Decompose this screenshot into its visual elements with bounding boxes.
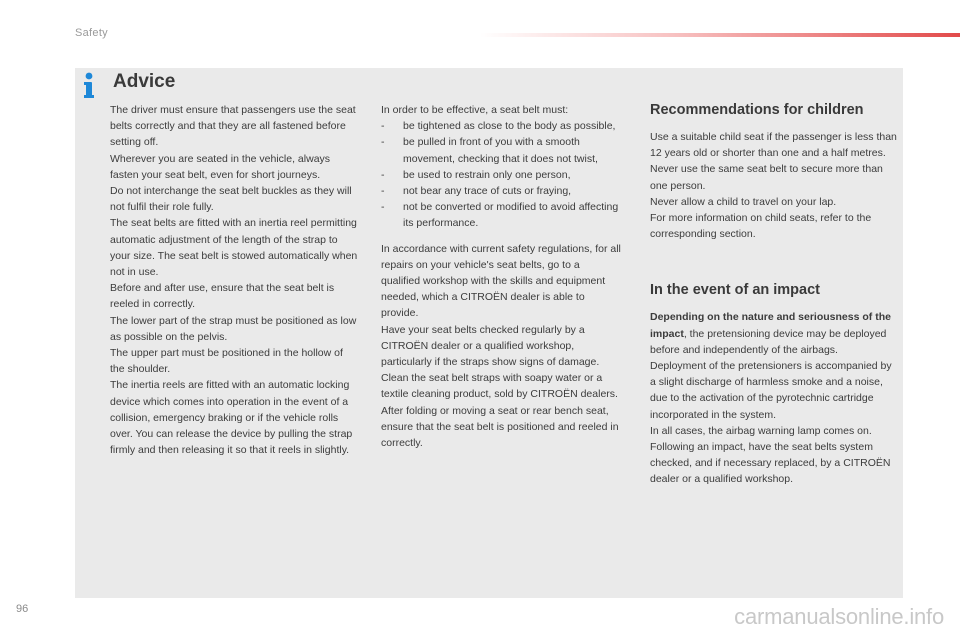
watermark: carmanualsonline.info [734, 604, 944, 629]
paragraph: Have your seat belts checked regularly by a CITROËN dealer or a qualified workshop, particularly if the straps show signs of damage. [381, 323, 600, 369]
bullet-dash: - [381, 136, 385, 149]
bullet-text: not be converted or modified to avoid affecting its performance. [403, 201, 619, 230]
bullet-text: be tightened as close to the body as possible, [403, 120, 616, 133]
bullet-text: be pulled in front of you with a smooth movement, checking that it does not twist, [403, 136, 598, 165]
bullet-dash: - [381, 201, 385, 214]
paragraph: For more information on child seats, refer to the corresponding section. [650, 212, 872, 241]
paragraph: Use a suitable child seat if the passenger is less than 12 years old or shorter than one and a half metres. [650, 131, 897, 160]
paragraph: In accordance with current safety regulations, for all repairs on your vehicle's seat belts, go to a qualified workshop with the skills and equipment needed, which a CITROËN dealer is able to provide. [381, 242, 621, 320]
list-item [381, 134, 621, 166]
page-number: 96 [16, 603, 29, 615]
paragraph: The driver must ensure that passengers use the seat belts correctly and that they are all fastened before setting off. [110, 104, 356, 149]
list-item [381, 199, 621, 231]
paragraph: The seat belts are fitted with an inertia reel permitting automatic adjustment of the length of the strap to your size. The seat belt is stowed automatically when not in use. [110, 217, 358, 279]
header-accent-bar [480, 33, 960, 37]
paragraph: The lower part of the strap must be positioned as low as possible on the pelvis. [110, 314, 357, 343]
bullet-dash: - [381, 185, 385, 198]
paragraph: Wherever you are seated in the vehicle, always fasten your seat belt, even for short journeys. [110, 152, 331, 181]
bullet-text: not bear any trace of cuts or fraying, [403, 185, 572, 198]
impact-lead-rest: , the pretensioning device may be deployed before and independently of the airbags. [650, 327, 887, 356]
paragraph: Do not interchange the seat belt buckles as they will not fulfil their role fully. [110, 185, 352, 214]
advice-column-3 [650, 102, 900, 488]
paragraph: Following an impact, have the seat belts system checked, and if necessary replaced, by a CITROËN dealer or a qualified workshop. [650, 441, 891, 486]
paragraph: The inertia reels are fitted with an automatic locking device which comes into operation in the event of a collision, emergency braking or if the vehicle rolls over. You can release the device by pulling the strap firmly and then releasing it so that it reels in slightly. [110, 379, 353, 457]
advice-title: Advice [113, 71, 176, 92]
section-title: Safety [75, 27, 108, 39]
list-item [381, 167, 621, 183]
paragraph: Never allow a child to travel on your lap. [650, 195, 837, 208]
bullet-intro: In order to be effective, a seat belt must: [381, 104, 569, 116]
impact-heading: In the event of an impact [650, 282, 820, 299]
paragraph: Before and after use, ensure that the seat belt is reeled in correctly. [110, 282, 335, 311]
paragraph: After folding or moving a seat or rear bench seat, ensure that the seat belt is positioned and reeled in correctly. [381, 404, 619, 450]
paragraph: Deployment of the pretensioners is accompanied by a slight discharge of harmless smoke and a noise, due to the activation of the pyrotechnic cartridge incorporated in the system. [650, 360, 892, 421]
bullet-dash: - [381, 120, 385, 133]
children-heading: Recommendations for children [650, 102, 864, 118]
paragraph: Never use the same seat belt to secure more than one person. [650, 163, 883, 192]
paragraph: In all cases, the airbag warning lamp comes on. [650, 424, 872, 437]
impact-lead-bold: Depending on the nature and seriousness of the impact [650, 311, 891, 340]
list-item [381, 183, 621, 199]
bullet-dash: - [381, 168, 385, 181]
paragraph: Clean the seat belt straps with soapy water or a textile cleaning product, sold by CITROËN dealers. [381, 372, 618, 401]
list-item [381, 118, 621, 134]
bullet-text: be used to restrain only one person, [403, 168, 571, 181]
paragraph: The upper part must be positioned in the hollow of the shoulder. [110, 347, 343, 376]
advice-column-2 [381, 102, 621, 451]
info-icon [78, 70, 100, 100]
advice-column-1 [110, 102, 360, 458]
impact-lead-paragraph [650, 309, 900, 358]
